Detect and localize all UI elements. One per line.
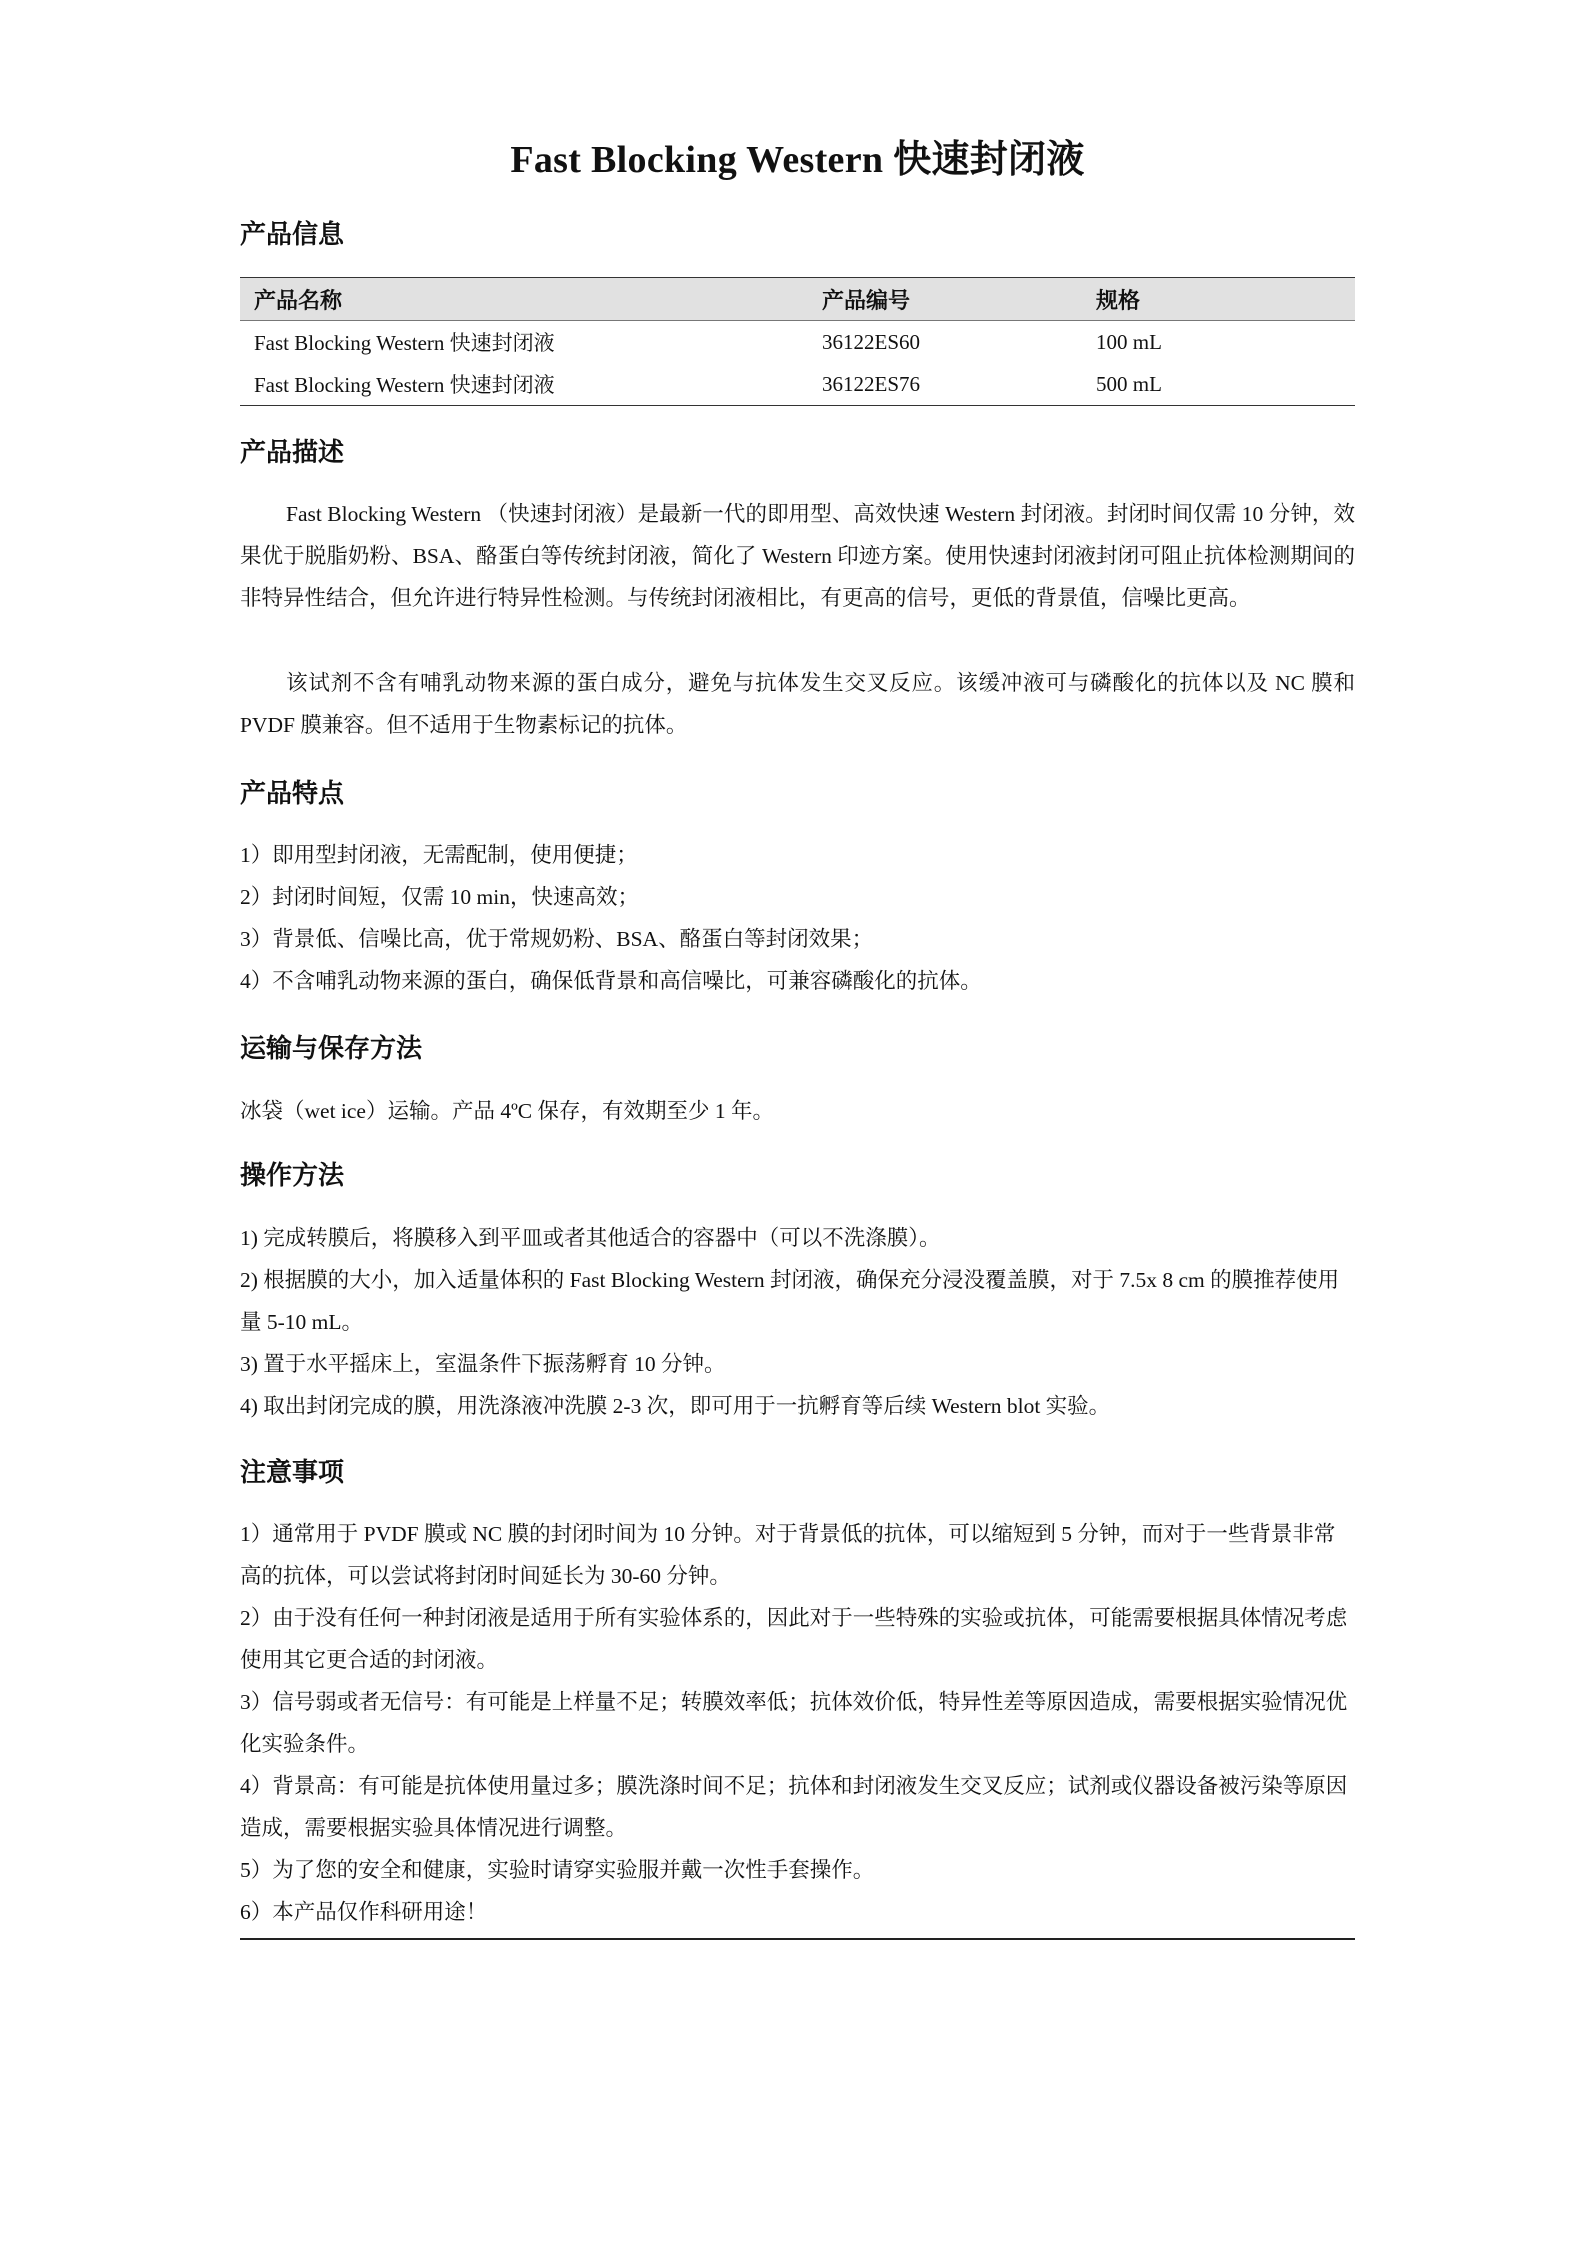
document-title: Fast Blocking Western 快速封闭液 bbox=[510, 139, 1085, 181]
product-code-cell: 36122ES60 bbox=[822, 329, 921, 354]
list-item: 2) 根据膜的大小，加入适量体积的 Fast Blocking Western 封闭液，确保充分浸没覆盖膜，对于 7.5x 8 cm 的膜推荐使用量 5-10 mL。 bbox=[240, 1268, 1340, 1334]
table-row bbox=[240, 363, 1355, 406]
list-item: 4）背景高：有可能是抗体使用量过多；膜洗涤时间不足；抗体和封闭液发生交叉反应；试剂或仪器设备被污染等原因造成，需要根据实验具体情况进行调整。 bbox=[240, 1774, 1348, 1840]
list-item: 4) 取出封闭完成的膜，用洗涤液冲洗膜 2-3 次，即可用于一抗孵育等后续 Western blot 实验。 bbox=[240, 1394, 1111, 1418]
list-item: 2）由于没有任何一种封闭液是适用于所有实验体系的，因此对于一些特殊的实验或抗体，可能需要根据具体情况考虑使用其它更合适的封闭液。 bbox=[240, 1606, 1348, 1672]
description-paragraph-1: Fast Blocking Western （快速封闭液）是最新一代的即用型、高效快速 Western 封闭液。封闭时间仅需 10 分钟，效果优于脱脂奶粉、BSA、酪蛋白等传统封闭液，简化了 Western 印迹方案。使用快速封闭液封闭可阻止抗体检测期间的非特异性结合，但允许进行特异性检测。与传统封闭液相比，有更高的信号，更低的背景值，信噪比更高。 bbox=[240, 502, 1355, 610]
storage-text: 冰袋（wet ice）运输。产品 4ºC 保存，有效期至少 1 年。 bbox=[240, 1099, 774, 1123]
list-item: 6）本产品仅作科研用途！ bbox=[240, 1900, 488, 1924]
product-info-heading: 产品信息 bbox=[240, 220, 345, 249]
table-row bbox=[240, 321, 1355, 364]
list-item: 2）封闭时间短，仅需 10 min，快速高效； bbox=[240, 885, 639, 909]
features-list bbox=[240, 834, 1355, 1002]
list-item: 3）背景低、信噪比高，优于常规奶粉、BSA、酪蛋白等封闭效果； bbox=[240, 927, 874, 951]
storage-heading: 运输与保存方法 bbox=[240, 1034, 423, 1063]
column-header-spec: 规格 bbox=[1082, 278, 1355, 321]
list-item: 4）不含哺乳动物来源的蛋白，确保低背景和高信噪比，可兼容磷酸化的抗体。 bbox=[240, 969, 982, 993]
column-header-code: 产品编号 bbox=[808, 278, 1082, 321]
bottom-divider bbox=[240, 1938, 1355, 1940]
product-table-header-row bbox=[240, 278, 1355, 321]
list-item: 3）信号弱或者无信号：有可能是上样量不足；转膜效率低；抗体效价低，特异性差等原因造成，需要根据实验情况优化实验条件。 bbox=[240, 1690, 1348, 1756]
list-item: 1) 完成转膜后，将膜移入到平皿或者其他适合的容器中（可以不洗涤膜）。 bbox=[240, 1226, 941, 1250]
product-spec-cell: 100 mL bbox=[1096, 329, 1162, 354]
list-item: 3) 置于水平摇床上，室温条件下振荡孵育 10 分钟。 bbox=[240, 1352, 726, 1376]
notes-list bbox=[240, 1513, 1355, 1933]
features-heading: 产品特点 bbox=[240, 779, 345, 808]
list-item: 1）通常用于 PVDF 膜或 NC 膜的封闭时间为 10 分钟。对于背景低的抗体，可以缩短到 5 分钟，而对于一些背景非常高的抗体，可以尝试将封闭时间延长为 30-60 分钟。 bbox=[240, 1522, 1336, 1588]
product-code-cell: 36122ES76 bbox=[808, 363, 1082, 406]
product-name-cell: Fast Blocking Western 快速封闭液 bbox=[254, 331, 555, 355]
method-list bbox=[240, 1217, 1355, 1427]
product-table bbox=[240, 277, 1355, 406]
product-name-cell: Fast Blocking Western 快速封闭液 bbox=[240, 363, 808, 406]
notes-heading: 注意事项 bbox=[240, 1458, 345, 1487]
method-heading: 操作方法 bbox=[240, 1161, 345, 1190]
column-header-name: 产品名称 bbox=[240, 278, 808, 321]
list-item: 5）为了您的安全和健康，实验时请穿实验服并戴一次性手套操作。 bbox=[240, 1858, 875, 1882]
description-paragraph-2: 该试剂不含有哺乳动物来源的蛋白成分，避免与抗体发生交叉反应。该缓冲液可与磷酸化的抗体以及 NC 膜和 PVDF 膜兼容。但不适用于生物素标记的抗体。 bbox=[240, 671, 1355, 737]
document-page bbox=[240, 0, 1355, 1924]
product-spec-cell: 500 mL bbox=[1082, 363, 1355, 406]
list-item: 1）即用型封闭液，无需配制，使用便捷； bbox=[240, 843, 638, 867]
description-heading: 产品描述 bbox=[240, 438, 345, 467]
